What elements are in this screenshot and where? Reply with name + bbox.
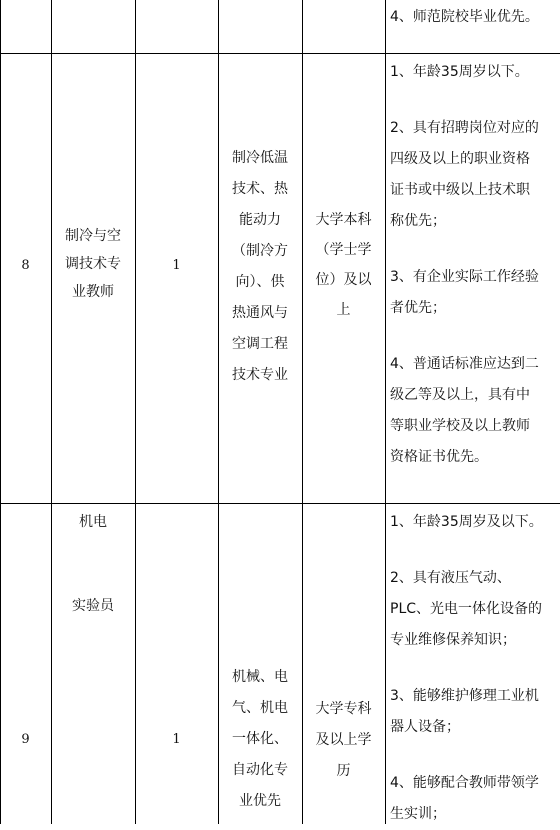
row-9-requirements: 1、年龄35周岁及以下。 2、具有液压气动、 PLC、光电一体化设备的 专业维修保养知识； 3、能够维护修理工业机 器人设备； 4、能够配合教师带领学 生实训； — [390, 514, 543, 822]
row-8-position: 制冷与空 调技术专 业教师 — [65, 228, 121, 300]
row-8-number: 8 — [21, 258, 30, 273]
row-9-number: 9 — [21, 732, 30, 747]
row-8-major: 制冷低温 技术、热 能动力 （制冷方 向）、供 热通风与 空调工程 技术专业 — [232, 150, 288, 383]
row-8-requirements: 1、年龄35周岁以下。 2、具有招聘岗位对应的 四级及以上的职业资格 证书或中级以上技术职 称优先； 3、有企业实际工作经验 者优先； 4、普通话标准应达到二 级乙等及以上，具有中 等职业学校及以上教师 资格证书优先。 — [390, 64, 539, 465]
col-divider-position — [135, 0, 136, 824]
row-9-major: 机械、电 气、机电 一体化、 自动化专 业优先 — [232, 669, 288, 809]
table-border-left — [0, 0, 1, 824]
col-divider-education — [385, 0, 386, 824]
col-divider-number — [51, 0, 52, 824]
requirements-cell-partial: 4、师范院校毕业优先。 — [390, 9, 539, 25]
row-divider-7-8 — [0, 53, 560, 54]
row-8-count: 1 — [172, 258, 181, 273]
row-9-position: 机电 实验员 — [72, 514, 114, 614]
row-8-education: 大学本科 （学士学 位）及以 上 — [315, 212, 372, 318]
row-divider-8-9 — [0, 503, 560, 504]
row-9-education: 大学专科 及以上学 历 — [315, 701, 372, 779]
row-9-count: 1 — [172, 732, 181, 747]
